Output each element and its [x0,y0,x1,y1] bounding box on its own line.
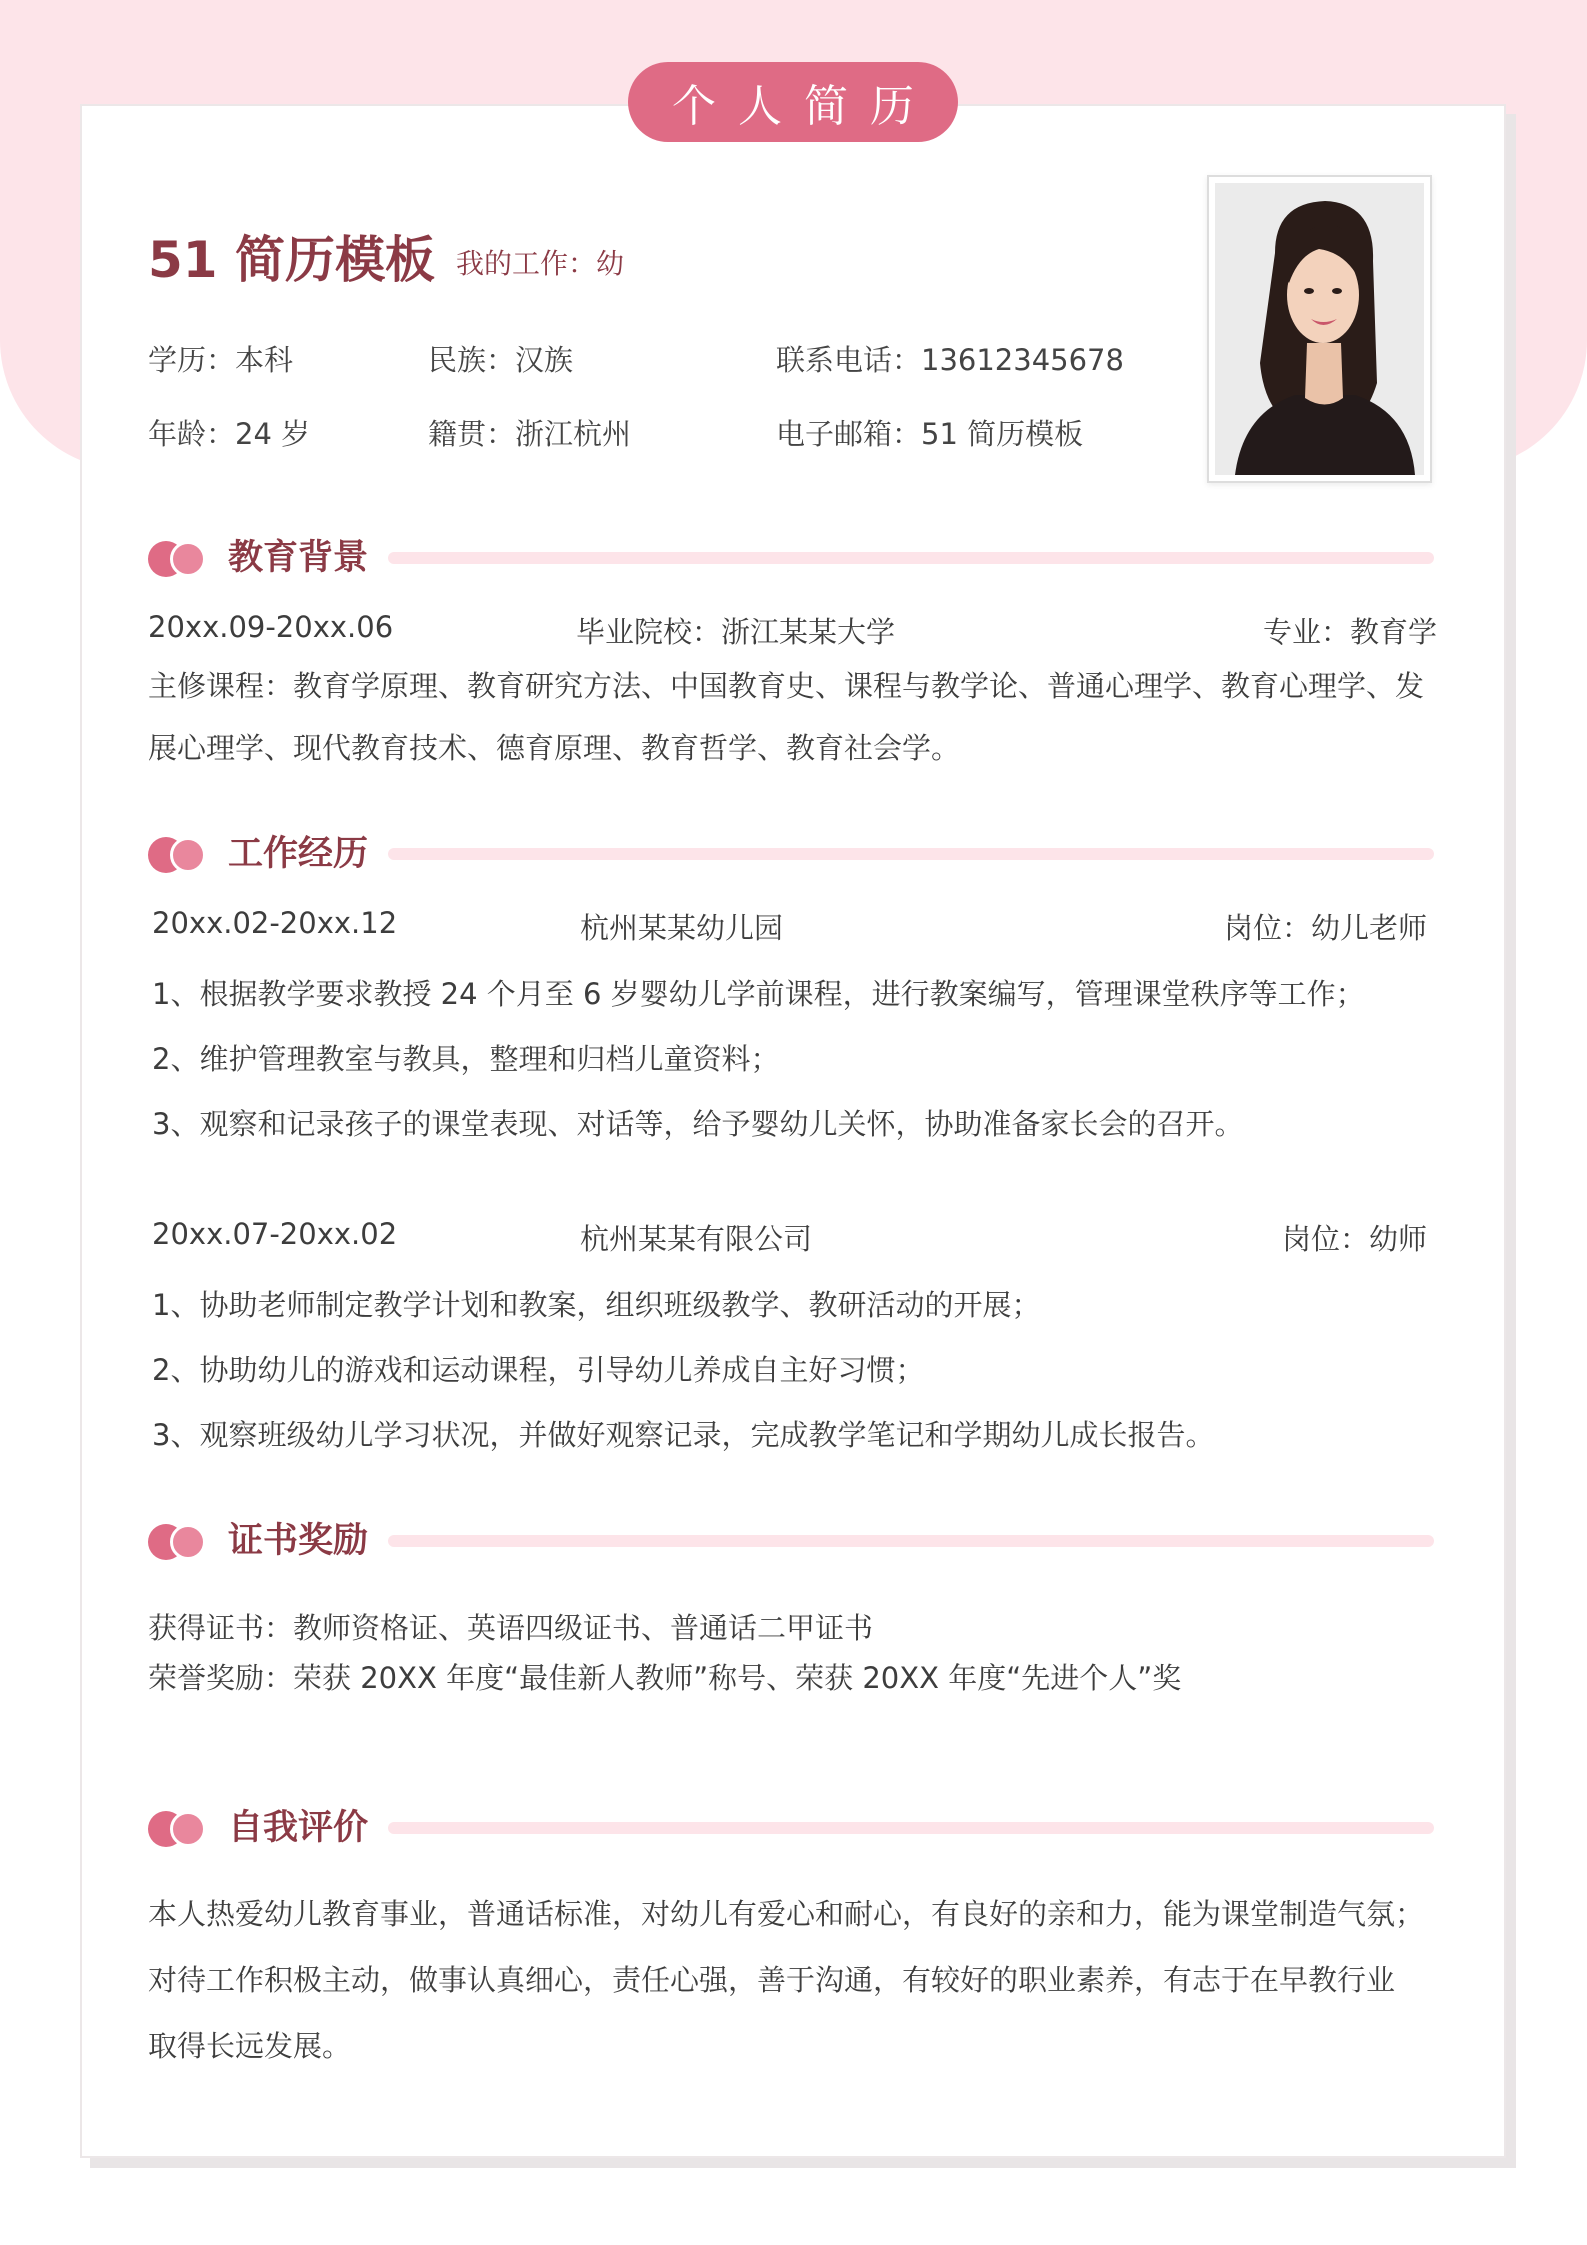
section-divider [388,848,1434,860]
education-section-header [148,530,1434,580]
education-section-title: 教育背景 [228,538,369,578]
job-1-duty: 3、观察和记录孩子的课堂表现、对话等，给予婴幼儿关怀，协助准备家长会的召开。 [152,1107,1244,1141]
education-level: 学历：本科 [148,343,294,377]
profile-photo [1215,183,1424,475]
work-section-header [148,826,1434,876]
section-divider [388,552,1434,564]
certificates: 获得证书：教师资格证、英语四级证书、普通话二甲证书 [148,1611,874,1645]
education-period: 20xx.09-20xx.06 [148,610,394,644]
job-2-duty: 1、协助老师制定教学计划和教案，组织班级教学、教研活动的开展； [152,1288,1041,1322]
age: 年龄：24 岁 [148,417,311,451]
job-2-duty: 3、观察班级幼儿学习状况，并做好观察记录，完成教学笔记和学期幼儿成长报告。 [152,1418,1215,1452]
email: 电子邮箱：51 简历模板 [776,417,1084,451]
education-courses: 主修课程：教育学原理、教育研究方法、中国教育史、课程与教学论、普通心理学、教育心理学、发展心理学、现代教育技术、德育原理、教育哲学、教育社会学。 [148,669,1425,765]
person-portrait-icon [1215,183,1424,475]
awards-section-title: 证书奖励 [228,1521,369,1561]
profile-photo-frame [1207,175,1432,483]
section-bullet-icon [148,1524,206,1560]
job-1-duty: 2、维护管理教室与教具，整理和归档儿童资料； [152,1042,780,1076]
job-2-company: 杭州某某有限公司 [580,1222,813,1256]
honors: 荣誉奖励：荣获 20XX 年度“最佳新人教师”称号、荣获 20XX 年度“先进个人”奖 [148,1661,1182,1695]
work-section-title: 工作经历 [228,834,369,874]
job-2-duty: 2、协助幼儿的游戏和运动课程，引导幼儿养成自主好习惯； [152,1353,925,1387]
page-title: 个人简历 [628,62,958,142]
section-divider [388,1822,1434,1834]
self-eval-section-title: 自我评价 [228,1808,369,1848]
education-school: 毕业院校：浙江某某大学 [576,615,896,649]
job-2-position: 岗位：幼师 [1281,1222,1427,1256]
job-title: 我的工作：幼 [456,247,625,280]
section-bullet-icon [148,1811,206,1847]
native-place: 籍贯：浙江杭州 [428,417,632,451]
job-1-duty: 1、根据教学要求教授 24 个月至 6 岁婴幼儿学前课程，进行教案编写，管理课堂秩序等工作； [152,977,1365,1011]
self-eval-line: 本人热爱幼儿教育事业，普通话标准，对幼儿有爱心和耐心，有良好的亲和力，能为课堂制造气氛； [148,1897,1425,1931]
section-bullet-icon [148,541,206,577]
awards-section-header [148,1513,1434,1563]
job-1-company: 杭州某某幼儿园 [580,911,784,945]
education-major: 专业：教育学 [1262,615,1437,649]
job-1-period: 20xx.02-20xx.12 [152,906,398,940]
job-1-position: 岗位：幼儿老师 [1223,911,1427,945]
self-eval-line: 取得长远发展。 [148,2029,352,2063]
ethnicity: 民族：汉族 [428,343,574,377]
self-eval-section-header [148,1800,1434,1850]
job-2-period: 20xx.07-20xx.02 [152,1217,398,1251]
section-divider [388,1535,1434,1547]
phone: 联系电话：13612345678 [776,343,1124,377]
candidate-name: 51 简历模板 [148,231,435,289]
section-bullet-icon [148,837,206,873]
self-eval-line: 对待工作积极主动，做事认真细心，责任心强，善于沟通，有较好的职业素养，有志于在早教行业 [148,1963,1396,1997]
